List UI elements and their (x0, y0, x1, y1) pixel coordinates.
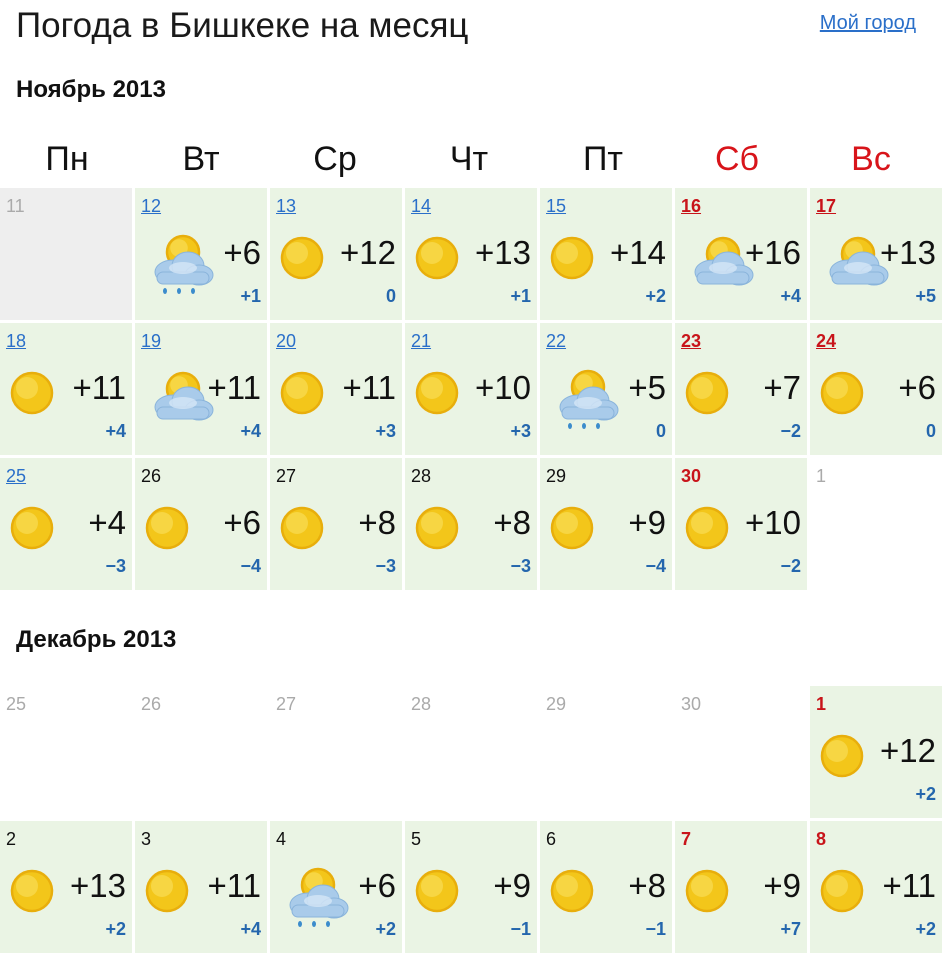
day-temperature: +11 (207, 867, 261, 904)
night-temperature: +3 (510, 421, 531, 441)
day-number: 4 (276, 829, 287, 849)
day-temperature: +6 (898, 369, 936, 406)
day-temperature: +8 (358, 504, 396, 541)
day-temperature: +13 (475, 234, 531, 271)
day-number[interactable]: 19 (141, 331, 162, 351)
sun-icon (413, 230, 483, 294)
day-number: 11 (6, 196, 25, 216)
night-temperature: +2 (915, 784, 936, 804)
day-temperature: +14 (610, 234, 666, 271)
sun-icon (818, 863, 888, 927)
day-cell[interactable] (675, 821, 807, 953)
day-temperature: +11 (882, 867, 936, 904)
day-temperature: +7 (763, 369, 801, 406)
night-temperature: 0 (385, 286, 396, 306)
night-temperature: −4 (645, 556, 666, 576)
night-temperature: −1 (510, 919, 531, 939)
day-cell[interactable] (405, 458, 537, 590)
sun-icon (8, 863, 78, 927)
page-title: Погода в Бишкеке на месяц (16, 6, 469, 45)
sun-icon (8, 500, 78, 564)
night-temperature: 0 (655, 421, 666, 441)
day-cell (405, 686, 537, 818)
day-temperature: +10 (745, 504, 801, 541)
day-cell[interactable] (540, 821, 672, 953)
night-temperature: −2 (780, 556, 801, 576)
day-number: 8 (816, 829, 827, 849)
weekday-fri: Пт (582, 140, 623, 178)
weekday-tue: Вт (182, 140, 220, 178)
month-title-december: Декабрь 2013 (16, 626, 177, 653)
weekday-thu: Чт (449, 140, 489, 178)
sun-icon (818, 728, 888, 792)
day-temperature: +6 (223, 234, 261, 271)
day-number[interactable]: 16 (681, 196, 702, 216)
night-temperature: −3 (510, 556, 531, 576)
sun-icon (683, 863, 753, 927)
cloud-sun-icon (683, 230, 753, 294)
night-temperature: +5 (915, 286, 936, 306)
day-temperature: +11 (207, 369, 261, 406)
cloud-sun-icon (143, 365, 213, 429)
day-number[interactable]: 22 (546, 331, 567, 351)
day-temperature: +8 (628, 867, 666, 904)
day-number[interactable]: 14 (411, 196, 432, 216)
sun-icon (683, 365, 753, 429)
day-cell[interactable] (135, 821, 267, 953)
night-temperature: −4 (240, 556, 261, 576)
day-cell (0, 188, 132, 320)
cloud-sun-rain-icon (548, 365, 618, 429)
day-cell[interactable] (135, 323, 267, 455)
day-cell[interactable] (405, 323, 537, 455)
day-temperature: +9 (493, 867, 531, 904)
weekday-sat: Сб (714, 140, 760, 178)
day-cell (270, 686, 402, 818)
night-temperature: 0 (925, 421, 936, 441)
day-temperature: +12 (340, 234, 396, 271)
day-temperature: +12 (880, 732, 936, 769)
night-temperature: +3 (375, 421, 396, 441)
day-cell[interactable] (810, 323, 942, 455)
day-cell[interactable] (675, 188, 807, 320)
day-number: 30 (681, 694, 702, 714)
sun-icon (143, 863, 213, 927)
sun-icon (548, 863, 618, 927)
day-number: 29 (546, 694, 567, 714)
day-cell (0, 686, 132, 818)
sun-icon (278, 500, 348, 564)
my-city-link[interactable]: Мой город (819, 12, 916, 34)
night-temperature: +1 (510, 286, 531, 306)
day-cell[interactable] (675, 458, 807, 590)
night-temperature: +4 (240, 421, 261, 441)
day-cell[interactable] (540, 458, 672, 590)
night-temperature: −3 (375, 556, 396, 576)
day-cell (540, 686, 672, 818)
sun-icon (548, 230, 618, 294)
day-number: 27 (276, 694, 297, 714)
day-temperature: +13 (70, 867, 126, 904)
day-temperature: +6 (223, 504, 261, 541)
day-cell[interactable] (270, 458, 402, 590)
sun-icon (278, 365, 348, 429)
sun-icon (548, 500, 618, 564)
day-temperature: +16 (745, 234, 801, 271)
night-temperature: +2 (105, 919, 126, 939)
day-cell[interactable] (0, 323, 132, 455)
day-temperature: +11 (72, 369, 126, 406)
day-cell (810, 458, 942, 590)
day-number: 5 (411, 829, 422, 849)
cloud-sun-rain-icon (143, 230, 213, 294)
day-cell[interactable] (0, 821, 132, 953)
night-temperature: +7 (780, 919, 801, 939)
weekday-header (0, 140, 934, 184)
day-number[interactable]: 25 (6, 466, 27, 486)
weekday-sun: Вс (851, 140, 891, 178)
day-number: 29 (546, 466, 567, 486)
day-temperature: +6 (358, 867, 396, 904)
day-cell[interactable] (135, 458, 267, 590)
day-cell[interactable] (405, 188, 537, 320)
sun-icon (278, 230, 348, 294)
day-cell[interactable] (405, 821, 537, 953)
day-cell[interactable] (810, 686, 942, 818)
night-temperature: −1 (645, 919, 666, 939)
day-cell[interactable] (135, 188, 267, 320)
day-cell (135, 686, 267, 818)
day-number: 3 (141, 829, 152, 849)
day-cell[interactable] (270, 188, 402, 320)
sun-icon (143, 500, 213, 564)
day-cell[interactable] (810, 188, 942, 320)
day-number[interactable]: 23 (681, 331, 702, 351)
day-cell[interactable] (270, 323, 402, 455)
night-temperature: −3 (105, 556, 126, 576)
day-number: 1 (816, 694, 827, 714)
weekday-wed: Ср (313, 140, 357, 178)
day-number: 28 (411, 694, 432, 714)
cloud-sun-icon (818, 230, 888, 294)
sun-icon (413, 500, 483, 564)
day-number: 26 (141, 694, 162, 714)
day-temperature: +9 (763, 867, 801, 904)
day-temperature: +13 (880, 234, 936, 271)
night-temperature: +4 (780, 286, 801, 306)
day-number: 27 (276, 466, 297, 486)
day-number[interactable]: 12 (141, 196, 162, 216)
day-number: 1 (816, 466, 827, 486)
sun-icon (413, 365, 483, 429)
night-temperature: +2 (375, 919, 396, 939)
night-temperature: +1 (240, 286, 261, 306)
day-number[interactable]: 24 (816, 331, 837, 351)
sun-icon (683, 500, 753, 564)
day-number: 2 (6, 829, 17, 849)
day-cell[interactable] (675, 323, 807, 455)
day-number[interactable]: 21 (411, 331, 432, 351)
day-temperature: +10 (475, 369, 531, 406)
night-temperature: −2 (780, 421, 801, 441)
day-temperature: +11 (342, 369, 396, 406)
day-number: 26 (141, 466, 162, 486)
day-cell (675, 686, 807, 818)
night-temperature: +2 (645, 286, 666, 306)
day-cell[interactable] (540, 188, 672, 320)
sun-icon (818, 365, 888, 429)
night-temperature: +4 (105, 421, 126, 441)
day-cell[interactable] (270, 821, 402, 953)
day-number: 28 (411, 466, 432, 486)
day-temperature: +4 (88, 504, 126, 541)
day-number[interactable]: 20 (276, 331, 297, 351)
sun-icon (8, 365, 78, 429)
day-number: 25 (6, 694, 27, 714)
day-temperature: +8 (493, 504, 531, 541)
night-temperature: +4 (240, 919, 261, 939)
day-number: 7 (681, 829, 692, 849)
day-number[interactable]: 18 (6, 331, 27, 351)
day-cell[interactable] (540, 323, 672, 455)
cloud-sun-rain-icon (278, 863, 348, 927)
night-temperature: +2 (915, 919, 936, 939)
day-number[interactable]: 17 (816, 196, 837, 216)
weekday-mon: Пн (45, 140, 89, 178)
day-number: 30 (681, 466, 702, 486)
day-number[interactable]: 13 (276, 196, 297, 216)
day-number: 6 (546, 829, 557, 849)
month-title-november: Ноябрь 2013 (16, 76, 166, 103)
day-cell[interactable] (0, 458, 132, 590)
day-temperature: +9 (628, 504, 666, 541)
sun-icon (413, 863, 483, 927)
day-temperature: +5 (628, 369, 666, 406)
day-number[interactable]: 15 (546, 196, 567, 216)
day-cell[interactable] (810, 821, 942, 953)
